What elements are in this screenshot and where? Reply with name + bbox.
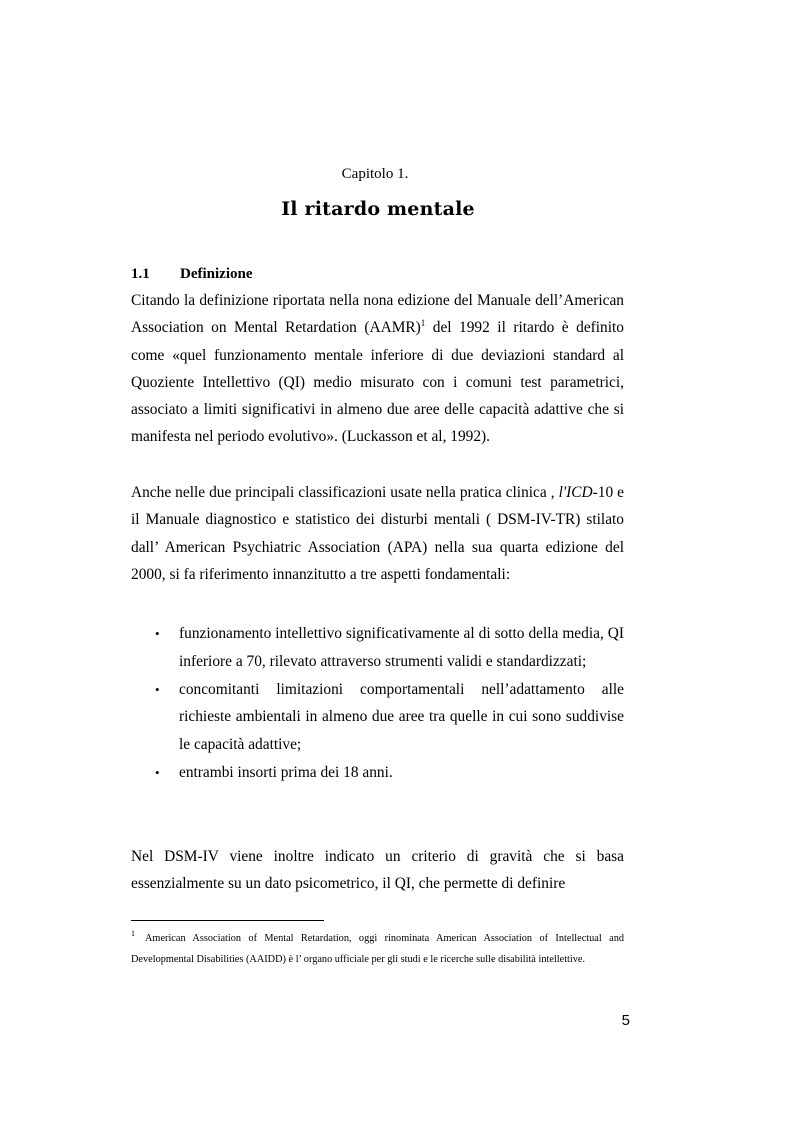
paragraph-text: del 1992 il ritardo è definito come «quel funzionamento mentale inferiore di due deviazioni standard al Quoziente Intellettivo (QI) medio misurato con i comuni test parametrici, associato a limiti significativi in almeno due aree delle capacità adattive che si manifesta nel periodo evolutivo». (Luckasson et al, 1992). [131,319,624,446]
page-number: 5 [621,1012,630,1029]
list-item [131,759,624,787]
chapter-title: Il ritardo mentale [281,198,475,220]
list-item-text: funzionamento intellettivo significativamente al di sotto della media, QI inferiore a 70, rilevato attraverso strumenti validi e standardizzati; [179,625,624,670]
section-number: 1.1 [131,266,150,282]
paragraph-text: 10 e il Manuale diagnostico e statistico dei disturbi mentali ( DSM-IV-TR) stilato dall’ American Psychiatric Association (APA) nella sua quarta edizione del 2000, si fa riferimento innanzitutto a tre aspetti fondamentali: [131,484,625,583]
footnote-reference: 1 [420,318,426,329]
list-item [131,620,624,676]
italic-term: l'ICD- [558,484,598,501]
list-item [131,676,624,759]
paragraph-severity [131,843,624,898]
footnote-mark: 1 [131,929,135,938]
chapter-label: Capitolo 1. [341,166,409,182]
bullet-icon: • [155,764,160,780]
footnote-divider [131,920,324,921]
paragraph-text: Anche nelle due principali classificazioni usate nella pratica clinica , [131,484,559,501]
bullet-list [131,620,624,787]
list-item-text: entrambi insorti prima dei 18 anni. [179,763,393,781]
paragraph-text: Nel DSM-IV viene inoltre indicato un criterio di gravità che si basa essenzialmente su un dato psicometrico, il QI, che permette di definire [131,848,624,893]
footnote-text: American Association of Mental Retardation, oggi rinominata American Association of Intellectual and Developmental Disabilities (AAIDD) è l’ organo ufficiale per gli studi e le ricerche sulle disabilità intellettive. [131,933,624,965]
section-heading [131,266,253,283]
paragraph-definition [131,287,624,451]
bullet-icon: • [155,626,160,641]
paragraph-classifications [131,479,624,588]
footnote [131,928,624,970]
list-item-text: concomitanti limitazioni comportamentali nell’adattamento alle richieste ambientali in almeno due aree tra quelle in cui sono suddivise le capacità adattive; [179,680,624,754]
bullet-icon: • [155,681,160,697]
paragraph-text: Citando la definizione riportata nella nona edizione del Manuale dell’American Association on Mental Retardation (AAMR) [131,292,624,337]
section-title: Definizione [180,266,253,282]
